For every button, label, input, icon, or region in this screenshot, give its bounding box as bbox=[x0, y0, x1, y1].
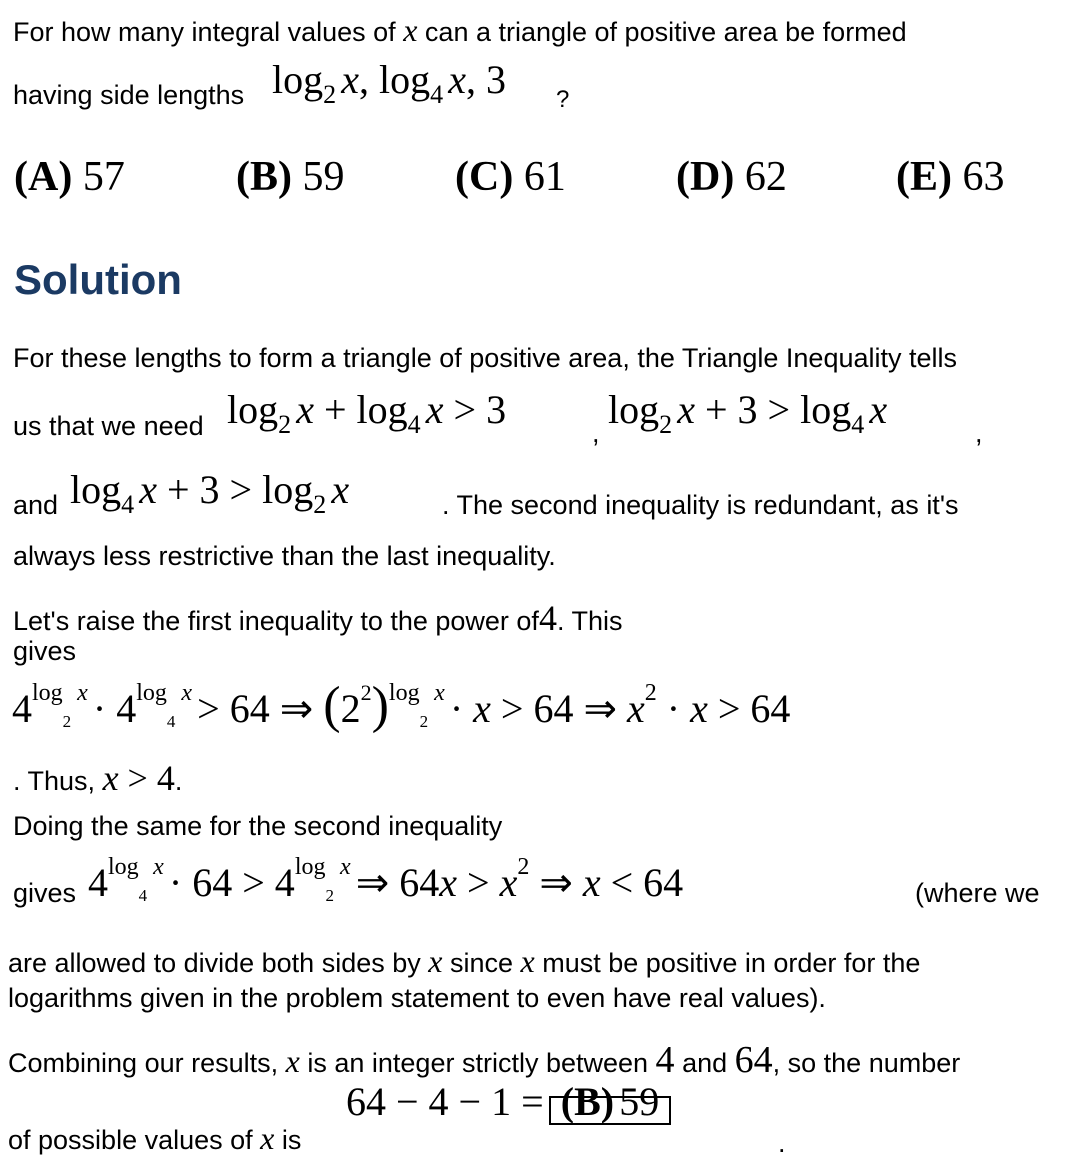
solution-p1-line2-text: us that we need bbox=[13, 411, 204, 441]
solution-heading: Solution bbox=[14, 256, 182, 303]
problem-line-2-text: having side lengths bbox=[13, 80, 245, 110]
solution-p1-line3-text: and bbox=[13, 490, 59, 520]
text: . bbox=[174, 766, 183, 796]
choice-value: 59 bbox=[302, 154, 345, 200]
solution-p2-line2: gives bbox=[13, 636, 77, 666]
inequality-1: log2 x + log4 x > 3 bbox=[227, 387, 507, 439]
comma: , bbox=[592, 418, 600, 448]
choice-value: 61 bbox=[523, 154, 566, 200]
choice-letter: (E) bbox=[896, 154, 952, 200]
solution-p3-line4: logarithms given in the problem statement to even have real values). bbox=[8, 983, 826, 1013]
solution-p1-line4: always less restrictive than the last inequality. bbox=[13, 541, 556, 571]
choice-value: 62 bbox=[744, 154, 787, 200]
problem-text: For how many integral values of bbox=[13, 17, 396, 47]
math-variable: x bbox=[428, 943, 443, 979]
solution-p2-line1 bbox=[13, 600, 622, 636]
math-variable: x bbox=[403, 12, 418, 48]
choice-e bbox=[896, 156, 1005, 198]
inequality-3: log4 x + 3 > log2 x bbox=[70, 467, 350, 519]
text: Let's raise the first inequality to the power of bbox=[13, 606, 539, 636]
solution-p1-line1: For these lengths to form a triangle of positive area, the Triangle Inequality tells bbox=[13, 343, 958, 373]
solution-p3-line1: Doing the same for the second inequality bbox=[13, 811, 503, 841]
math-variable: x bbox=[285, 1043, 300, 1079]
choice-value: 63 bbox=[962, 154, 1005, 200]
text: and bbox=[682, 1048, 728, 1078]
solution-p4-line1 bbox=[8, 1041, 960, 1079]
solution-p2-result bbox=[13, 760, 182, 796]
choice-b bbox=[236, 156, 345, 198]
solution-p4-line2 bbox=[8, 1122, 301, 1154]
choice-a bbox=[14, 156, 125, 198]
choice-d bbox=[676, 156, 787, 198]
solution-p3-line2-prefix: gives bbox=[13, 878, 77, 908]
solution-p3-line3 bbox=[8, 945, 920, 977]
problem-question-mark: ? bbox=[556, 86, 570, 113]
text: . This bbox=[556, 606, 623, 636]
derivation-2-math: 4log4 x · 64 > 4log2 x ⇒ 64x > x2 ⇒ x < 64 bbox=[88, 854, 684, 905]
math-number: 4 bbox=[655, 1039, 675, 1081]
math-number: 64 bbox=[734, 1039, 773, 1081]
final-computation bbox=[346, 1079, 671, 1124]
final-answer-box bbox=[549, 1079, 671, 1125]
math-number: 4 bbox=[538, 598, 557, 638]
solution-p1-line3-suffix: . The second inequality is redundant, as it's bbox=[442, 490, 959, 520]
choice-c bbox=[455, 156, 566, 198]
choice-letter: (C) bbox=[455, 154, 514, 200]
choice-value: 57 bbox=[82, 154, 125, 200]
math-result: x > 4 bbox=[102, 758, 175, 798]
text: is an integer strictly between bbox=[307, 1048, 649, 1078]
choice-letter: (D) bbox=[676, 154, 735, 200]
problem-side-lengths-math: log2 x, log4 x, 3 bbox=[272, 57, 506, 109]
final-expression: 64 − 4 − 1 = bbox=[346, 1079, 544, 1124]
inequality-2: log2 x + 3 > log4 x bbox=[608, 387, 888, 439]
text: is bbox=[281, 1125, 302, 1155]
problem-line-1 bbox=[13, 14, 907, 46]
text: since bbox=[450, 948, 514, 978]
final-period: . bbox=[778, 1128, 786, 1158]
text: of possible values of bbox=[8, 1125, 253, 1155]
comma: , bbox=[975, 418, 983, 448]
choice-letter: (B) bbox=[236, 154, 292, 200]
derivation-1-math: 4log2 x · 4log4 x > 64 ⇒ (22)log2 x · x > 64 ⇒ x2 · x > 64 bbox=[12, 677, 791, 734]
text: are allowed to divide both sides by bbox=[8, 948, 421, 978]
solution-p3-line2-suffix: (where we bbox=[915, 878, 1040, 908]
final-answer-letter: (B) bbox=[560, 1079, 615, 1124]
text: , so the number bbox=[772, 1048, 961, 1078]
final-answer-value: 59 bbox=[619, 1079, 660, 1124]
math-variable: x bbox=[520, 943, 535, 979]
text: must be positive in order for the bbox=[542, 948, 921, 978]
problem-text: can a triangle of positive area be formed bbox=[424, 17, 907, 47]
text: . Thus, bbox=[13, 766, 96, 796]
math-variable: x bbox=[260, 1120, 275, 1156]
choice-letter: (A) bbox=[14, 154, 73, 200]
text: Combining our results, bbox=[8, 1048, 279, 1078]
